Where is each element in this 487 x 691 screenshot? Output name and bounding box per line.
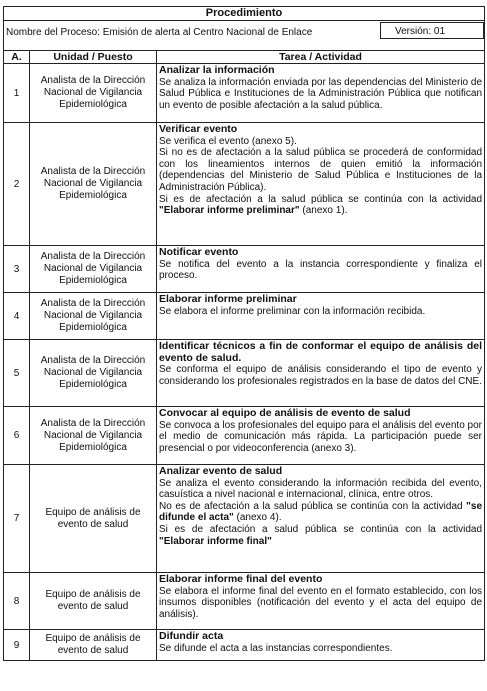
row-number: 7 bbox=[4, 465, 30, 573]
row-unit: Analista de la Dirección Nacional de Vigilancia Epidemiológica bbox=[30, 246, 157, 293]
column-header-task: Tarea / Actividad bbox=[157, 51, 485, 64]
row-unit: Analista de la Dirección Nacional de Vigilancia Epidemiológica bbox=[30, 293, 157, 340]
table-row bbox=[4, 573, 485, 630]
table-row bbox=[4, 64, 485, 123]
column-header-unit: Unidad / Puesto bbox=[30, 51, 157, 64]
table-row bbox=[4, 630, 485, 661]
task-title: Identificar técnicos a fin de conformar el equipo de análisis del evento de salud. bbox=[159, 340, 483, 364]
task-title: Elaborar informe preliminar bbox=[159, 293, 297, 305]
column-header-num: A. bbox=[4, 51, 30, 64]
row-unit: Equipo de análisis de evento de salud bbox=[30, 630, 157, 661]
row-unit: Equipo de análisis de evento de salud bbox=[30, 573, 157, 630]
activity-reference: "se difunde el acta" bbox=[159, 500, 483, 524]
row-unit: Analista de la Dirección Nacional de Vigilancia Epidemiológica bbox=[30, 340, 157, 407]
row-number: 4 bbox=[4, 293, 30, 340]
task-title: Analizar evento de salud bbox=[159, 465, 283, 477]
annex-reference: (anexo 4). bbox=[233, 512, 282, 524]
annex-reference: (anexo 1). bbox=[299, 205, 348, 217]
task-description bbox=[159, 194, 482, 217]
task-description: Se analiza el evento considerando la información recibida del evento, casuística a nivel nacional e internacional, clínica, entre otros. bbox=[159, 477, 483, 501]
row-number: 9 bbox=[4, 630, 30, 661]
row-task bbox=[157, 340, 485, 407]
row-task bbox=[157, 407, 485, 465]
task-description: Se conforma el equipo de análisis considerando el tipo de evento y considerando los profesionales registrados en la base de datos del CNE. bbox=[159, 364, 483, 387]
activity-reference: "Elaborar informe final" bbox=[159, 535, 272, 547]
row-task bbox=[157, 123, 485, 246]
row-number: 5 bbox=[4, 340, 30, 407]
row-task bbox=[157, 465, 485, 573]
table-row bbox=[4, 123, 485, 246]
activity-reference: "Elaborar informe preliminar" bbox=[159, 205, 300, 217]
task-description: Si no es de afectación a la salud pública se procederá de conformidad con los lineamientos internos de quien emitió la información (dependencias del Ministerio de Salud Pública e Instituciones de la Administración Pública). bbox=[159, 147, 483, 193]
row-task bbox=[157, 64, 485, 123]
task-description bbox=[159, 524, 482, 547]
row-task bbox=[157, 630, 485, 661]
task-description: Se elabora el informe final del evento en el formato establecido, con los insumos disponibles (notificación del evento y el acta del equipo de análisis). bbox=[159, 585, 483, 620]
row-number: 8 bbox=[4, 573, 30, 630]
task-title: Difundir acta bbox=[159, 630, 224, 642]
procedure-table bbox=[3, 6, 485, 661]
task-description: Se notifica del evento a la instancia correspondiente y finaliza el proceso. bbox=[159, 258, 483, 282]
row-unit: Analista de la Dirección Nacional de Vigilancia Epidemiológica bbox=[30, 407, 157, 465]
row-unit: Analista de la Dirección Nacional de Vigilancia Epidemiológica bbox=[30, 64, 157, 123]
row-task bbox=[157, 573, 485, 630]
table-row bbox=[4, 465, 485, 573]
task-text: Si es de afectación a la salud pública se continúa con la actividad bbox=[159, 193, 483, 205]
version-label: Versión: 01 bbox=[380, 22, 484, 39]
task-description: Se analiza la información enviada por las dependencias del Ministerio de Salud Pública e Instituciones de la Administración Pública que notifican un evento de posible afectación a la salud pública. bbox=[159, 76, 483, 111]
row-unit: Equipo de análisis de evento de salud bbox=[30, 465, 157, 573]
document-title: Procedimiento bbox=[4, 7, 485, 21]
table-row bbox=[4, 407, 485, 465]
task-title: Convocar al equipo de análisis de evento de salud bbox=[159, 407, 411, 419]
task-description: Se difunde el acta a las instancias correspondientes. bbox=[159, 642, 393, 654]
row-number: 1 bbox=[4, 64, 30, 123]
task-text: Si es de afectación a salud pública se continúa con la actividad bbox=[159, 523, 483, 535]
task-title: Notificar evento bbox=[159, 246, 239, 258]
task-description bbox=[159, 501, 482, 524]
task-title: Verificar evento bbox=[159, 123, 238, 135]
row-number: 6 bbox=[4, 407, 30, 465]
task-title: Analizar la información bbox=[159, 64, 275, 76]
row-number: 3 bbox=[4, 246, 30, 293]
table-row bbox=[4, 293, 485, 340]
table-header-row bbox=[4, 51, 485, 64]
table-row bbox=[4, 246, 485, 293]
row-task bbox=[157, 246, 485, 293]
task-description: Se convoca a los profesionales del equipo para el análisis del evento por el medio de comunicación más rápida. La participación puede ser presencial o por videoconferencia (anexo 3). bbox=[159, 419, 483, 454]
procedure-document bbox=[3, 6, 484, 661]
row-number: 2 bbox=[4, 123, 30, 246]
task-title: Elaborar informe final del evento bbox=[159, 573, 323, 585]
table-row bbox=[4, 340, 485, 407]
row-task bbox=[157, 293, 485, 340]
task-description: Se verifica el evento (anexo 5). bbox=[159, 135, 297, 147]
task-text: No es de afectación a la salud pública se continúa con la actividad bbox=[159, 500, 467, 512]
process-name: Nombre del Proceso: Emisión de alerta al Centro Nacional de Enlace bbox=[4, 21, 485, 51]
row-unit: Analista de la Dirección Nacional de Vigilancia Epidemiológica bbox=[30, 123, 157, 246]
task-description: Se elabora el informe preliminar con la información recibida. bbox=[159, 305, 426, 317]
